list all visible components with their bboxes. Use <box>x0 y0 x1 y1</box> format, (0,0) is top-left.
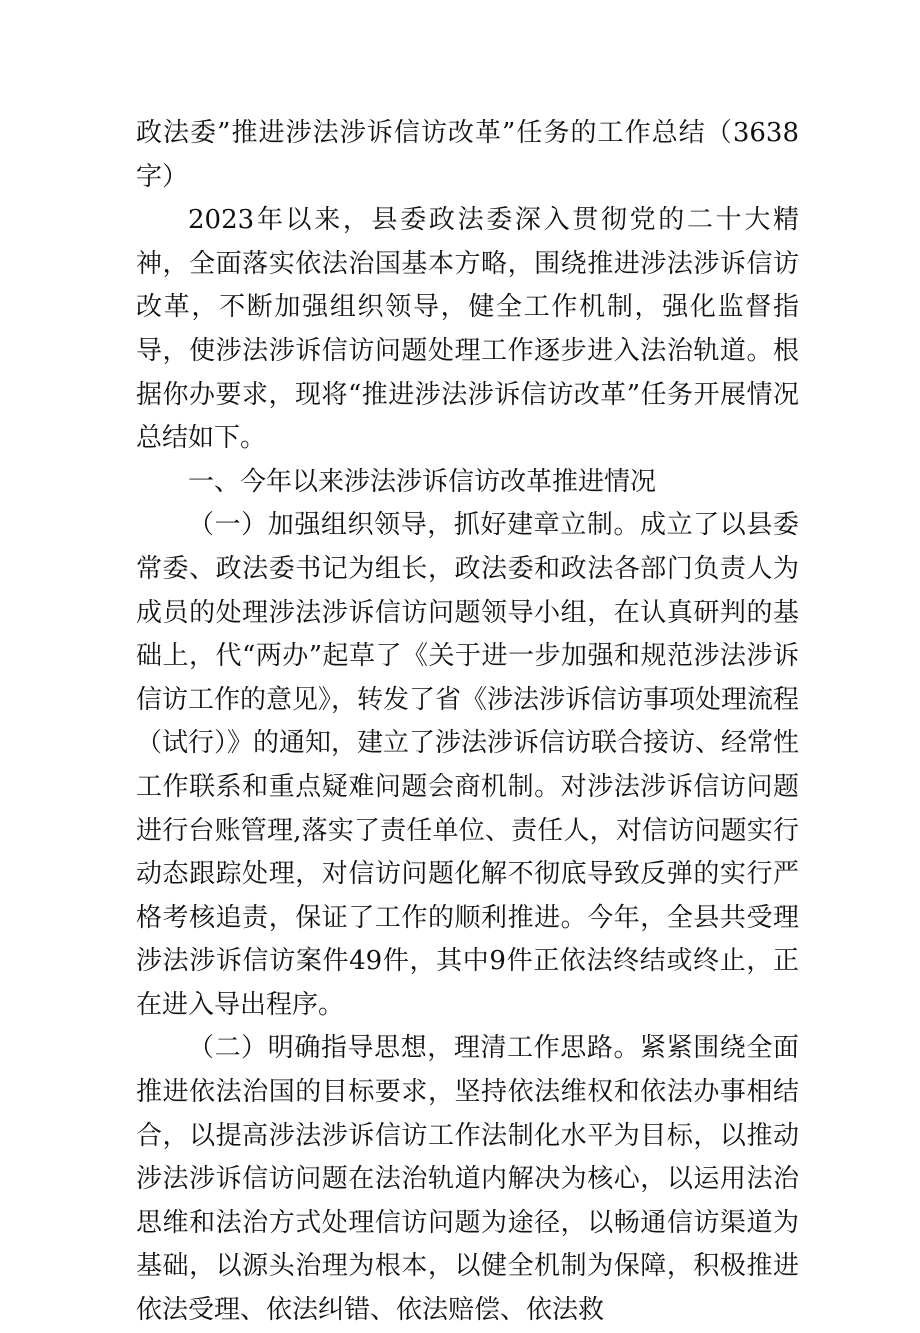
subsection-paragraph-1: （一）加强组织领导，抓好建章立制。成立了以县委常委、政法委书记为组长，政法委和政法各部门负责人为成员的处理涉法涉诉信访问题领导小组，在认真研判的基础上，代“两办”起草了《关于进一步加强和规范涉法涉诉信访工作的意见》，转发了省《涉法涉诉信访事项处理流程（试行）》的通知，建立了涉法涉诉信访联合接访、经常性工作联系和重点疑难问题会商机制。对涉法涉诉信访问题进行台账管理,落实了责任单位、责任人，对信访问题实行动态跟踪处理，对信访问题化解不彻底导致反弹的实行严格考核追责，保证了工作的顺利推进。今年，全县共受理涉法涉诉信访案件49件，其中9件正依法终结或终止，正在进入导出程序。 <box>136 510 800 1020</box>
section-heading: 一、今年以来涉法涉诉信访改革推进情况 <box>188 466 657 497</box>
intro-paragraph: 2023年以来，县委政法委深入贯彻党的二十大精神，全面落实依法治国基本方略，围绕推进涉法涉诉信访改革，不断加强组织领导，健全工作机制，强化监督指导，使涉法涉诉信访问题处理工作逐步进入法治轨道。根据你办要求，现将“推进涉法涉诉信访改革”任务开展情况总结如下。 <box>136 205 799 454</box>
document-title: 政法委”推进涉法涉诉信访改革”任务的工作总结（3638字） <box>136 118 799 192</box>
subsection-paragraph-2: （二）明确指导思想，理清工作思路。紧紧围绕全面推进依法治国的目标要求，坚持依法维权和依法办事相结合，以提高涉法涉诉信访工作法制化水平为目标，以推动涉法涉诉信访问题在法治轨道内解决为核心，以运用法治思维和法治方式处理信访问题为途径，以畅通信访渠道为基础，以源头治理为根本，以健全机制为保障，积极推进依法受理、依法纠错、依法赔偿、依法救 <box>136 1033 799 1326</box>
document-body <box>136 112 799 1333</box>
